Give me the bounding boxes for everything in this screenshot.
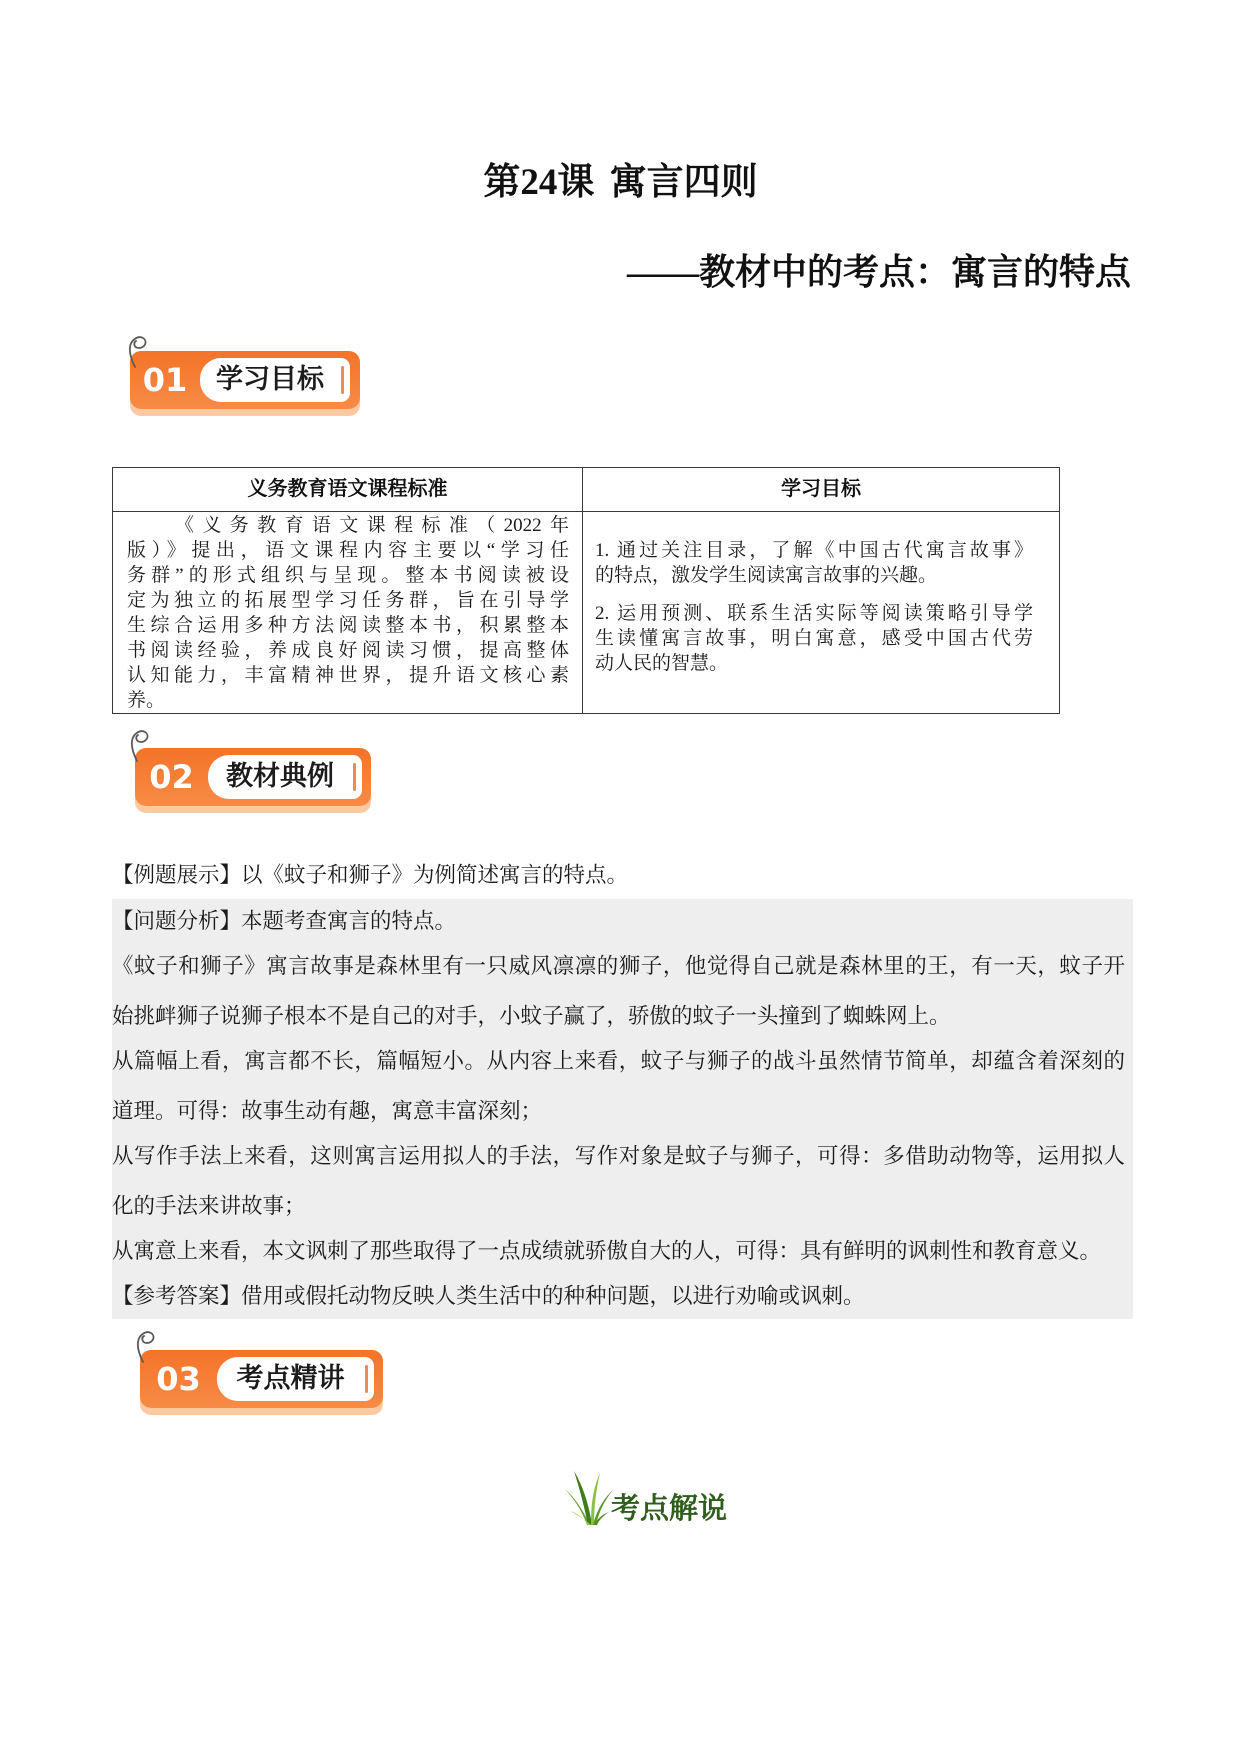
analysis-line: 从篇幅上看，寓言都不长，篇幅短小。从内容上来看，蚊子与狮子的战斗虽然情节简单，却蕴含着深刻的 bbox=[112, 1049, 1125, 1073]
analysis-callout bbox=[112, 899, 1133, 1319]
hook-clip-icon bbox=[124, 332, 154, 368]
analysis-line: 从写作手法上来看，这则寓言运用拟人的手法，写作对象是蚊子与狮子，可得：多借助动物等，运用拟人 bbox=[112, 1144, 1125, 1168]
analysis-line: 道理。可得：故事生动有趣，寓意丰富深刻； bbox=[112, 1099, 543, 1123]
badge-plate bbox=[135, 748, 371, 806]
goal-item-1 bbox=[595, 538, 1033, 588]
reference-answer: 【参考答案】借用或假托动物反映人类生活中的种种问题，以进行劝喻或讽刺。 bbox=[112, 1284, 865, 1308]
goal-item-2 bbox=[595, 601, 1033, 676]
badge-label-pill bbox=[208, 755, 362, 799]
standard-cell bbox=[113, 512, 583, 713]
lesson-title: 第24课 寓言四则 bbox=[483, 162, 758, 203]
analysis-line: 《蚊子和狮子》寓言故事是森林里有一只威风凛凛的狮子，他觉得自己就是森林里的王，有一天，蚊子开 bbox=[112, 954, 1125, 978]
section-badge-01 bbox=[124, 332, 386, 426]
goals-cell bbox=[583, 512, 1059, 713]
badge-plate bbox=[140, 1350, 383, 1408]
standard-line: 书阅读经验，养成良好阅读习惯，提高整体 bbox=[127, 640, 569, 661]
key-points-heading bbox=[563, 1468, 738, 1528]
hook-clip-icon bbox=[126, 726, 156, 762]
key-points-label: 考点解说 bbox=[611, 1493, 728, 1525]
table-header-goals: 学习目标 bbox=[583, 468, 1059, 512]
analysis-heading-line: 【问题分析】本题考查寓言的特点。 bbox=[112, 909, 457, 933]
lesson-subtitle: ——教材中的考点：寓言的特点 bbox=[626, 252, 1131, 292]
section-number: 03 bbox=[156, 1360, 201, 1398]
goal-line: 2. 运用预测、联系生活实际等阅读策略引导学 bbox=[595, 603, 1033, 624]
section-badge-03 bbox=[132, 1327, 394, 1421]
table-header-standard: 义务教育语文课程标准 bbox=[113, 468, 583, 512]
section-label: 考点精讲 bbox=[236, 1363, 345, 1394]
badge-label-pill bbox=[200, 358, 350, 402]
badge-label-pill bbox=[217, 1357, 374, 1401]
section-number: 02 bbox=[149, 758, 194, 796]
goal-line: 动人民的智慧。 bbox=[595, 653, 729, 674]
objectives-table bbox=[112, 467, 1060, 714]
standard-line: 认知能力，丰富精神世界，提升语文核心素 bbox=[127, 665, 569, 686]
standard-line: 务群”的形式组织与呈现。整本书阅读被设 bbox=[127, 565, 569, 586]
analysis-line: 从寓意上来看，本文讽刺了那些取得了一点成绩就骄傲自大的人，可得：具有鲜明的讽刺性和教育意义。 bbox=[112, 1239, 1102, 1263]
badge-plate bbox=[130, 351, 360, 409]
section-label: 学习目标 bbox=[216, 364, 324, 395]
example-prompt: 【例题展示】以《蚊子和狮子》为例简述寓言的特点。 bbox=[112, 863, 629, 887]
standard-line: 生综合运用多种方法阅读整本书，积累整本 bbox=[127, 615, 569, 636]
section-number: 01 bbox=[142, 361, 188, 399]
standard-line: 定为独立的拓展型学习任务群，旨在引导学 bbox=[127, 590, 569, 611]
standard-line: 养。 bbox=[127, 690, 166, 711]
standard-line: 《义务教育语文课程标准（2022年 bbox=[175, 515, 569, 536]
grass-icon bbox=[563, 1468, 615, 1526]
analysis-line: 化的手法来讲故事； bbox=[112, 1194, 306, 1218]
goal-line: 生读懂寓言故事，明白寓意，感受中国古代劳 bbox=[595, 628, 1033, 649]
goal-line: 1. 通过关注目录，了解《中国古代寓言故事》 bbox=[595, 540, 1033, 561]
goal-line: 的特点，激发学生阅读寓言故事的兴趣。 bbox=[595, 565, 938, 586]
grass-blade bbox=[593, 1490, 613, 1525]
section-label: 教材典例 bbox=[226, 761, 334, 792]
hook-clip-icon bbox=[132, 1327, 162, 1363]
section-badge-02 bbox=[126, 726, 388, 820]
grass-blade bbox=[574, 1471, 592, 1525]
standard-line: 版）》提出，语文课程内容主要以“学习任 bbox=[127, 540, 569, 561]
analysis-line: 始挑衅狮子说狮子根本不是自己的对手，小蚊子赢了，骄傲的蚊子一头撞到了蜘蛛网上。 bbox=[112, 1004, 951, 1028]
